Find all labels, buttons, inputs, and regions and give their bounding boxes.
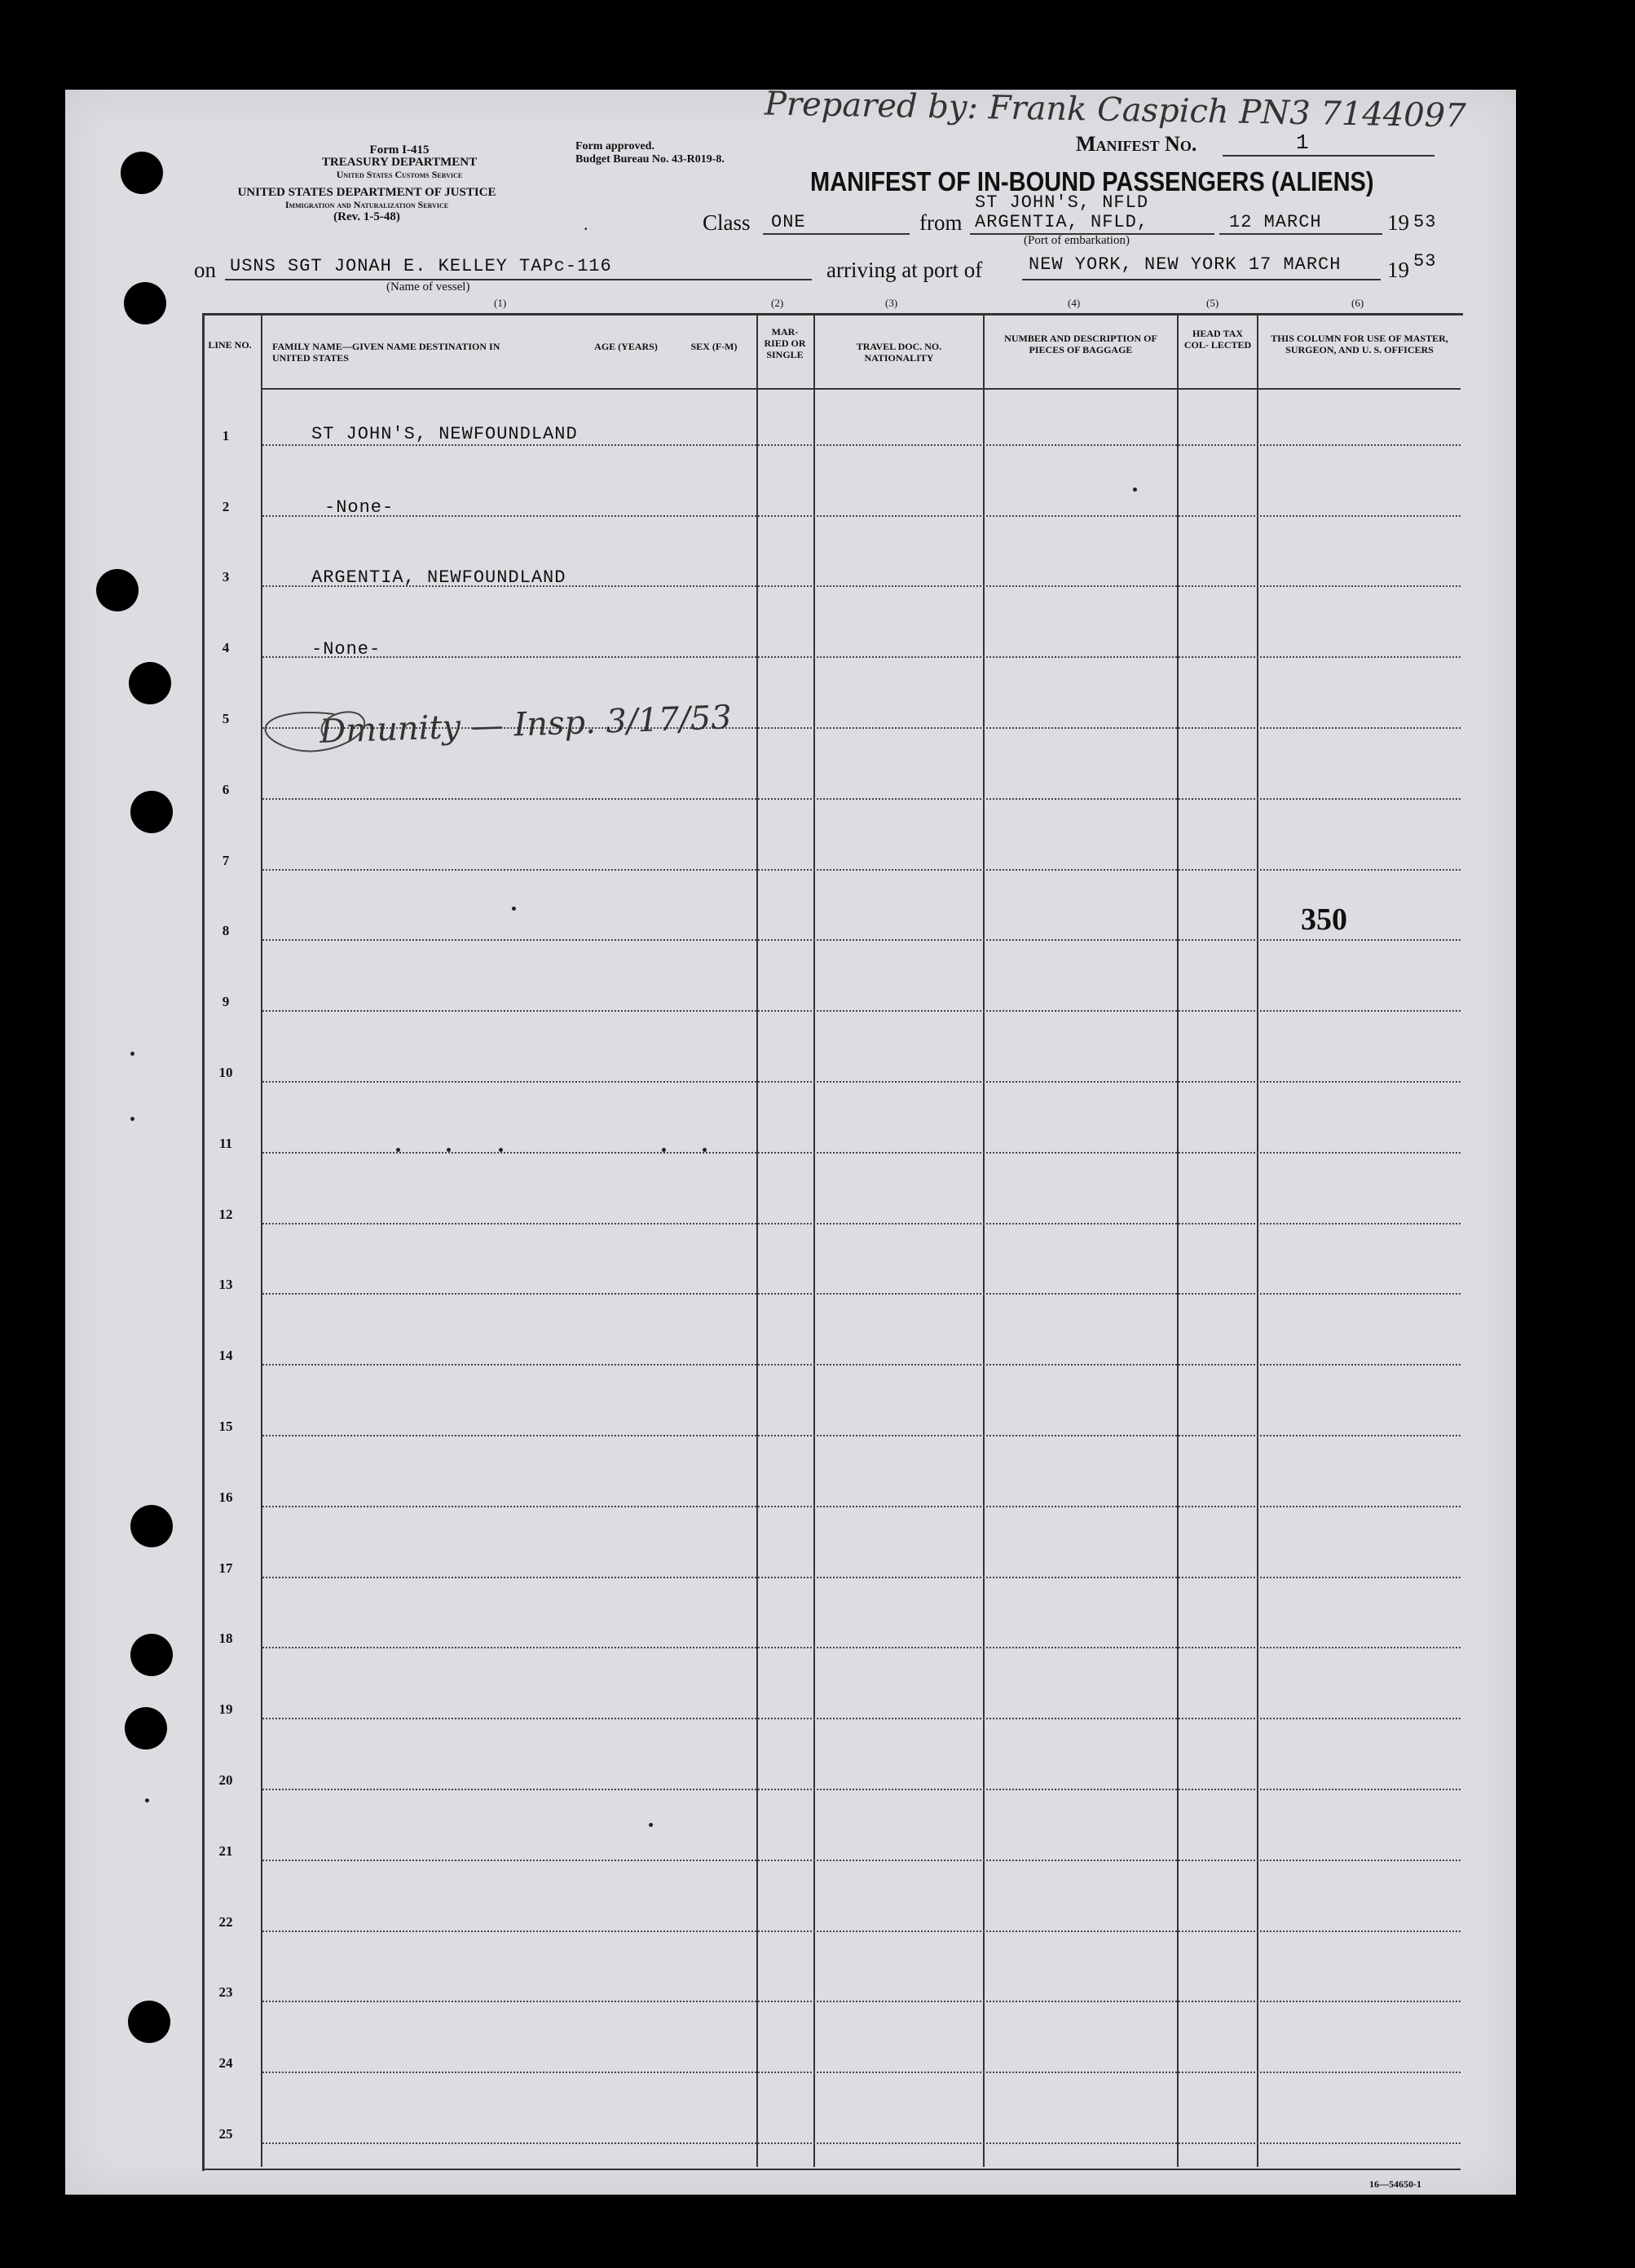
row-line xyxy=(262,1435,1461,1436)
row-line xyxy=(262,1577,1461,1578)
table-bottom-rule xyxy=(202,2169,1461,2170)
line-number: 9 xyxy=(222,994,230,1010)
line-number: 14 xyxy=(218,1348,233,1364)
paper-speck xyxy=(130,1052,134,1056)
class-label: Class xyxy=(703,210,751,235)
line-number: 13 xyxy=(218,1277,233,1293)
customs-heading: United States Customs Service xyxy=(336,169,463,180)
paper-speck xyxy=(649,1823,653,1827)
entry-line-3: ARGENTIA, NEWFOUNDLAND xyxy=(311,567,566,588)
col-divider xyxy=(261,315,262,2167)
line-number: 11 xyxy=(218,1135,233,1151)
paper-speck xyxy=(512,907,516,911)
header-baggage: NUMBER AND DESCRIPTION OF PIECES OF BAGGAGE xyxy=(1004,333,1157,355)
prepared-by-handwriting: Prepared by: Frank Caspich PN3 7144097 xyxy=(764,85,1466,135)
row-line xyxy=(262,2142,1461,2144)
punch-hole xyxy=(129,662,171,704)
signature-flourish xyxy=(236,682,481,796)
punch-hole xyxy=(130,791,173,833)
line-number: 15 xyxy=(218,1419,233,1434)
ins-heading: Immigration and Naturalization Service xyxy=(284,199,449,210)
justice-heading: UNITED STATES DEPARTMENT OF JUSTICE xyxy=(237,186,496,199)
vessel-name: USNS SGT JONAH E. KELLEY TAPc-116 xyxy=(230,256,612,276)
line-number: 21 xyxy=(218,1842,233,1859)
embark-caption: (Port of embarkation) xyxy=(1024,234,1130,247)
paper-speck xyxy=(662,1148,666,1152)
line-number: 20 xyxy=(218,1772,233,1788)
row-line xyxy=(262,1647,1461,1648)
line-number: 6 xyxy=(222,781,230,797)
line-number: 16 xyxy=(218,1489,233,1505)
treasury-heading: TREASURY DEPARTMENT xyxy=(321,156,478,169)
punch-hole xyxy=(130,1505,173,1547)
line-number: 22 xyxy=(218,1913,233,1930)
manifest-no-rule xyxy=(1223,155,1434,157)
paper-speck xyxy=(396,1148,400,1152)
from-label: from xyxy=(919,210,963,235)
line-number: 7 xyxy=(222,852,230,868)
embark-port: ARGENTIA, NFLD, xyxy=(975,212,1149,232)
line-number: 18 xyxy=(218,1630,233,1647)
line-number: 5 xyxy=(222,711,230,726)
header-sex: SEX (F-M) xyxy=(690,341,738,352)
paper-speck xyxy=(1133,488,1137,492)
embark-above: ST JOHN'S, NFLD xyxy=(975,192,1149,213)
row-line xyxy=(262,1930,1461,1932)
row-line xyxy=(262,869,1461,871)
paper-speck xyxy=(499,1148,503,1152)
row-line xyxy=(262,444,1461,446)
row-line xyxy=(262,1860,1461,1861)
header-married: MAR- RIED OR SINGLE xyxy=(764,326,806,360)
row-line xyxy=(262,1081,1461,1083)
row-line xyxy=(262,939,1461,941)
entry-line-1: ST JOHN'S, NEWFOUNDLAND xyxy=(311,424,578,444)
arrival-year: 53 xyxy=(1413,251,1437,271)
vessel-rule xyxy=(225,279,812,280)
header-line-no: LINE NO. xyxy=(208,339,252,351)
budget-bureau: Budget Bureau No. 43-R019-8. xyxy=(575,153,725,165)
col-divider xyxy=(813,315,815,2167)
arrival-port: NEW YORK, NEW YORK 17 MARCH xyxy=(1029,254,1342,275)
col-num-3: (3) xyxy=(885,297,898,309)
entry-line-2: -None- xyxy=(324,497,394,518)
row-line xyxy=(262,1293,1461,1295)
header-name: FAMILY NAME—GIVEN NAME DESTINATION IN UNITED STATES xyxy=(272,341,500,364)
header-travel: TRAVEL DOC. NO. NATIONALITY xyxy=(856,341,942,364)
line-number: 12 xyxy=(218,1206,233,1222)
row-line xyxy=(262,798,1461,800)
punch-hole xyxy=(124,282,166,324)
form-approved: Form approved. xyxy=(575,140,654,152)
line-number: 1 xyxy=(222,427,230,443)
row-line xyxy=(262,1718,1461,1719)
page-title: MANIFEST OF IN-BOUND PASSENGERS (ALIENS) xyxy=(810,166,1374,196)
paper-speck xyxy=(447,1148,451,1152)
embark-year: 53 xyxy=(1413,212,1437,232)
punch-hole xyxy=(121,152,163,194)
punch-hole xyxy=(128,2001,170,2043)
arrival-rule xyxy=(1022,279,1381,280)
stamp-number: 350 xyxy=(1301,902,1347,937)
manifest-table xyxy=(202,313,1463,2171)
line-number: 4 xyxy=(222,640,230,656)
vessel-caption: (Name of vessel) xyxy=(386,280,470,293)
row-line xyxy=(262,1010,1461,1012)
manifest-no-value: 1 xyxy=(1296,130,1310,155)
header-age: AGE (YEARS) xyxy=(594,341,658,352)
arrival-year-prefix: 19 xyxy=(1387,258,1409,282)
dot-mark: . xyxy=(584,214,588,234)
header-officers: THIS COLUMN FOR USE OF MASTER, SURGEON, AND U. S. OFFICERS xyxy=(1271,333,1448,355)
line-number: 10 xyxy=(218,1065,233,1080)
col-num-1: (1) xyxy=(494,297,507,309)
col-divider xyxy=(1177,315,1179,2167)
row-line xyxy=(262,1506,1461,1507)
footer-code: 16—54650-1 xyxy=(1369,2178,1421,2190)
line-number: 2 xyxy=(222,498,230,514)
form-number: Form I-415 xyxy=(369,143,430,157)
on-label: on xyxy=(194,258,216,282)
paper-speck xyxy=(130,1117,134,1121)
paper-speck xyxy=(145,1798,149,1802)
punch-hole xyxy=(96,569,139,611)
punch-hole xyxy=(125,1707,167,1750)
class-value: ONE xyxy=(771,212,806,232)
line-number: 25 xyxy=(218,2126,233,2142)
embark-date: 12 MARCH xyxy=(1229,212,1322,232)
col-divider xyxy=(983,315,985,2167)
row-line xyxy=(262,2001,1461,2002)
col-num-2: (2) xyxy=(771,297,784,309)
paper-speck xyxy=(703,1148,707,1152)
row-line xyxy=(262,1223,1461,1224)
line-number: 17 xyxy=(218,1560,233,1576)
col-num-5: (5) xyxy=(1206,297,1219,309)
header-headtax: HEAD TAX COL- LECTED xyxy=(1183,328,1252,351)
arriving-label: arriving at port of xyxy=(826,258,983,282)
line-number: 8 xyxy=(222,923,230,939)
punch-hole xyxy=(130,1634,173,1676)
year-prefix: 19 xyxy=(1387,210,1409,235)
class-rule xyxy=(763,233,910,235)
entry-line-4: -None- xyxy=(311,639,381,660)
line-number: 19 xyxy=(218,1701,233,1718)
row-line xyxy=(262,656,1461,658)
manifest-no-label: Manifest No. xyxy=(1076,132,1197,156)
row-line xyxy=(262,2072,1461,2073)
line-number: 23 xyxy=(218,1984,233,2001)
row-line xyxy=(262,1152,1461,1154)
inspector-signature: Dmunity — Insp. 3/17/53 xyxy=(319,699,733,751)
col-num-6: (6) xyxy=(1351,297,1364,309)
col-num-4: (4) xyxy=(1068,297,1081,309)
header-bottom-rule xyxy=(261,388,1461,390)
revision: (Rev. 1-5-48) xyxy=(333,210,400,223)
col-divider xyxy=(1257,315,1258,2167)
col-divider xyxy=(756,315,758,2167)
row-line xyxy=(262,1789,1461,1790)
line-number: 24 xyxy=(218,2055,233,2072)
date-rule xyxy=(1219,233,1382,235)
line-number: 3 xyxy=(222,569,230,585)
row-line xyxy=(262,515,1461,517)
row-line xyxy=(262,1364,1461,1366)
